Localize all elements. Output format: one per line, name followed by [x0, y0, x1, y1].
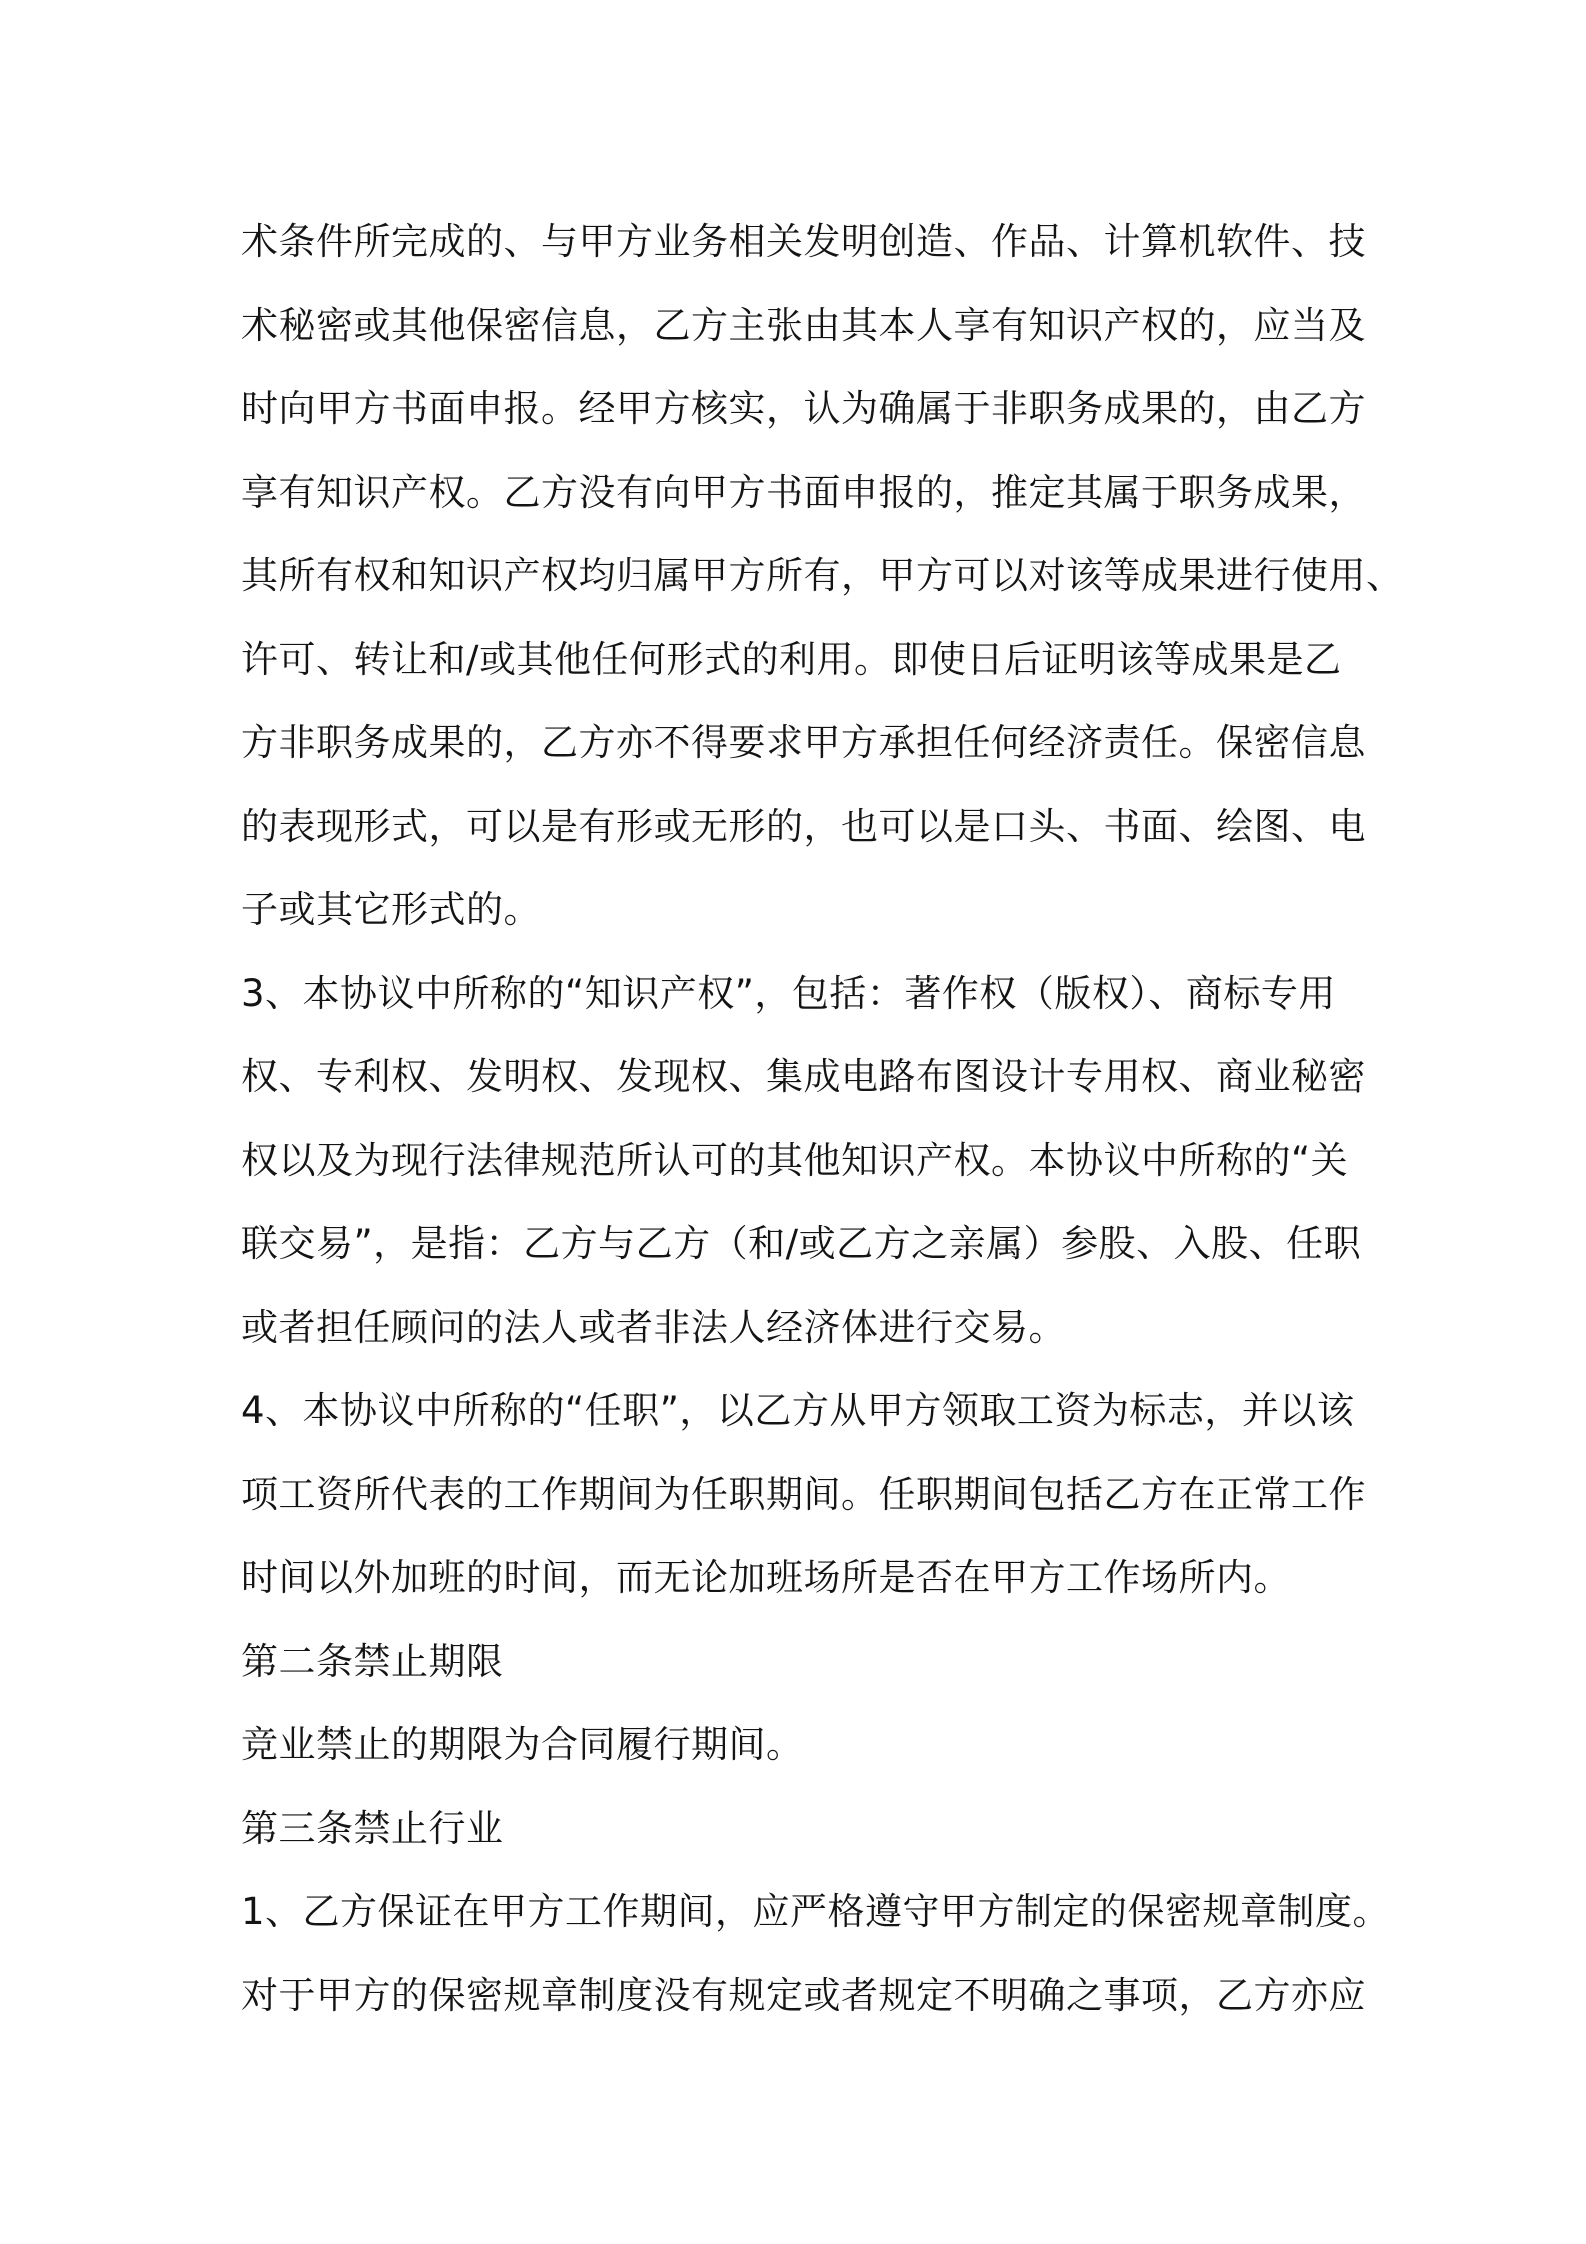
- text-line: 其所有权和知识产权均归属甲方所有，甲方可以对该等成果进行使用、: [241, 554, 1404, 597]
- text-line: 子或其它形式的。: [241, 888, 541, 931]
- document-body: [241, 200, 1404, 2037]
- text-line: 3、本协议中所称的“知识产权”，包括：著作权（版权）、商标专用: [241, 971, 1336, 1015]
- text-line: 时向甲方书面申报。经甲方核实，认为确属于非职务成果的，由乙方: [241, 387, 1366, 430]
- text-line: 1、乙方保证在甲方工作期间，应严格遵守甲方制定的保密规章制度。: [241, 1890, 1391, 1933]
- text-line: 享有知识产权。乙方没有向甲方书面申报的，推定其属于职务成果，: [241, 470, 1366, 514]
- text-line: 术条件所完成的、与甲方业务相关发明创造、作品、计算机软件、技: [241, 220, 1366, 263]
- text-line: 权、专利权、发明权、发现权、集成电路布图设计专用权、商业秘密: [241, 1055, 1366, 1098]
- text-line: 方非职务成果的，乙方亦不得要求甲方承担任何经济责任。保密信息: [241, 721, 1366, 764]
- section-heading: 第三条禁止行业: [241, 1806, 504, 1850]
- text-line: 对于甲方的保密规章制度没有规定或者规定不明确之事项，乙方亦应: [241, 1973, 1366, 2017]
- text-line: 时间以外加班的时间，而无论加班场所是否在甲方工作场所内。: [241, 1556, 1291, 1599]
- text-line: 或者担任顾问的法人或者非法人经济体进行交易。: [241, 1305, 1066, 1349]
- text-line: 术秘密或其他保密信息，乙方主张由其本人享有知识产权的，应当及: [241, 303, 1366, 347]
- text-line: 竞业禁止的期限为合同履行期间。: [241, 1723, 804, 1766]
- text-line: 项工资所代表的工作期间为任职期间。任职期间包括乙方在正常工作: [241, 1472, 1366, 1516]
- text-line: 权以及为现行法律规范所认可的其他知识产权。本协议中所称的“关: [241, 1138, 1349, 1182]
- section-heading: 第二条禁止期限: [241, 1639, 504, 1683]
- text-line: 许可、转让和/或其他任何形式的利用。即使日后证明该等成果是乙: [241, 637, 1342, 681]
- text-line: 4、本协议中所称的“任职”，以乙方从甲方领取工资为标志，并以该: [241, 1389, 1355, 1432]
- text-line: 的表现形式，可以是有形或无形的，也可以是口头、书面、绘图、电: [241, 804, 1366, 848]
- text-line: 联交易”，是指：乙方与乙方（和/或乙方之亲属）参股、入股、任职: [241, 1222, 1362, 1265]
